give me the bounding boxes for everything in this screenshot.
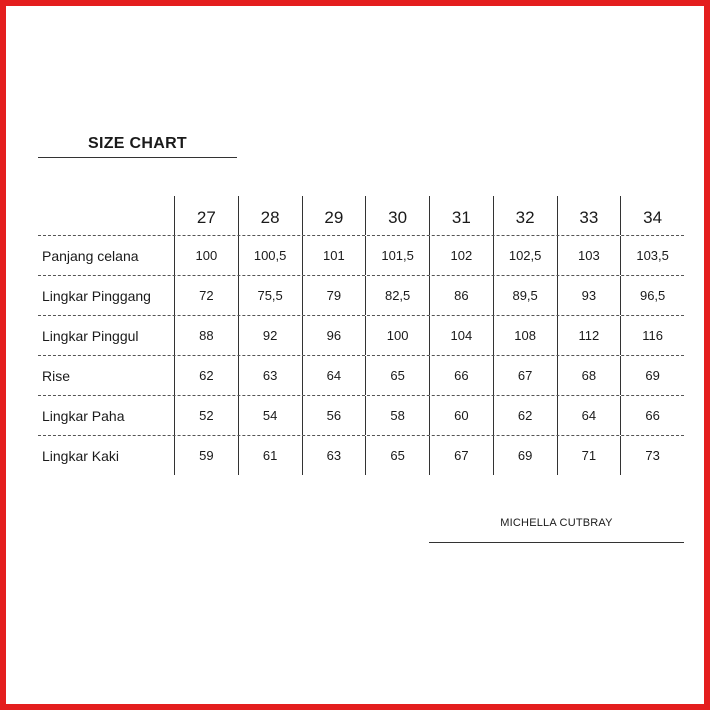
table-row [38, 275, 684, 315]
measurement-value: 62 [493, 396, 557, 435]
measurement-value: 82,5 [365, 276, 429, 315]
measurement-value: 68 [557, 356, 621, 395]
size-header: 28 [238, 196, 302, 235]
measurement-value: 59 [174, 436, 238, 475]
measurement-label: Lingkar Kaki [42, 447, 120, 464]
size-chart-title: SIZE CHART [88, 135, 187, 152]
measurement-value: 64 [302, 356, 366, 395]
size-header: 32 [493, 196, 557, 235]
measurement-value: 101,5 [365, 236, 429, 275]
measurement-value: 88 [174, 316, 238, 355]
table-row [38, 315, 684, 355]
measurement-label: Lingkar Pinggul [42, 327, 139, 344]
size-header: 34 [620, 196, 684, 235]
measurement-value: 61 [238, 436, 302, 475]
measurement-value: 102,5 [493, 236, 557, 275]
measurement-value: 71 [557, 436, 621, 475]
measurement-value: 96,5 [620, 276, 684, 315]
measurement-value: 103,5 [620, 236, 684, 275]
measurement-value: 66 [620, 396, 684, 435]
measurement-label: Panjang celana [42, 247, 139, 264]
measurement-value: 67 [429, 436, 493, 475]
measurement-value: 116 [620, 316, 684, 355]
measurement-value: 79 [302, 276, 366, 315]
measurement-value: 62 [174, 356, 238, 395]
measurement-value: 63 [238, 356, 302, 395]
product-name: MICHELLA CUTBRAY [500, 517, 613, 529]
measurement-value: 64 [557, 396, 621, 435]
measurement-value: 96 [302, 316, 366, 355]
header-corner-cell [38, 196, 174, 235]
measurement-value: 65 [365, 356, 429, 395]
measurement-value: 112 [557, 316, 621, 355]
measurement-value: 101 [302, 236, 366, 275]
size-header: 31 [429, 196, 493, 235]
measurement-value: 56 [302, 396, 366, 435]
measurement-value: 66 [429, 356, 493, 395]
measurement-value: 54 [238, 396, 302, 435]
size-header: 30 [365, 196, 429, 235]
table-row [38, 355, 684, 395]
measurement-value: 63 [302, 436, 366, 475]
title-underline [38, 157, 237, 158]
measurement-value: 93 [557, 276, 621, 315]
table-row [38, 395, 684, 435]
measurement-value: 100 [174, 236, 238, 275]
measurement-value: 65 [365, 436, 429, 475]
measurement-value: 72 [174, 276, 238, 315]
measurement-value: 69 [620, 356, 684, 395]
measurement-value: 102 [429, 236, 493, 275]
measurement-label: Lingkar Pinggang [42, 287, 151, 304]
measurement-value: 92 [238, 316, 302, 355]
measurement-label: Rise [42, 367, 71, 384]
size-table [38, 196, 684, 475]
measurement-value: 100,5 [238, 236, 302, 275]
measurement-value: 108 [493, 316, 557, 355]
size-header: 27 [174, 196, 238, 235]
size-header: 33 [557, 196, 621, 235]
measurement-value: 73 [620, 436, 684, 475]
measurement-value: 58 [365, 396, 429, 435]
table-header-row [38, 196, 684, 235]
measurement-value: 100 [365, 316, 429, 355]
table-row [38, 235, 684, 275]
size-header: 29 [302, 196, 366, 235]
table-body [38, 235, 684, 475]
measurement-value: 104 [429, 316, 493, 355]
measurement-value: 75,5 [238, 276, 302, 315]
measurement-value: 67 [493, 356, 557, 395]
measurement-value: 60 [429, 396, 493, 435]
measurement-value: 86 [429, 276, 493, 315]
measurement-value: 52 [174, 396, 238, 435]
measurement-value: 69 [493, 436, 557, 475]
measurement-label: Lingkar Paha [42, 407, 125, 424]
product-underline [429, 542, 684, 543]
table-row [38, 435, 684, 475]
measurement-value: 89,5 [493, 276, 557, 315]
measurement-value: 103 [557, 236, 621, 275]
